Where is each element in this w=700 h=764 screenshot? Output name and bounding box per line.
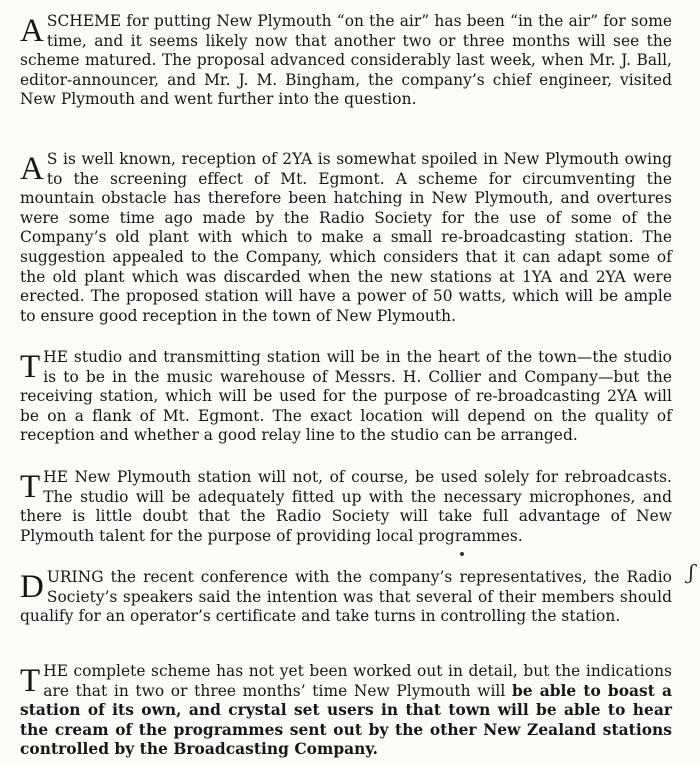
paragraph-conference xyxy=(20,568,672,627)
print-speck xyxy=(460,552,464,556)
drop-cap: A xyxy=(20,13,44,49)
paragraph-reception xyxy=(20,150,672,326)
paragraph-conclusion xyxy=(20,662,672,760)
paragraph-scheme-intro xyxy=(20,12,672,110)
paragraph-text: HE complete scheme has not yet been worked out in detail, but the indications are that in two or three months’ time New Plymouth will xyxy=(43,662,672,700)
drop-cap: A xyxy=(20,151,44,187)
paragraph-text: HE New Plymouth station will not, of course, be used solely for rebroadcasts. The studio will be adequately fitted up with the necessary microphones, and there is little doubt that the Radio Society will take full advantage of New Plymouth talent for the purpose of providing local programmes. xyxy=(20,468,672,545)
paragraph-text: SCHEME for putting New Plymouth “on the air” has been “in the air” for some time, and it seems likely now that another two or three months will see the scheme matured. The proposal advanced considerably last week, when Mr. J. Ball, editor-announcer, and Mr. J. M. Bingham, the company’s chief engineer, visited New Plymouth and went further into the question. xyxy=(20,12,672,109)
drop-cap: D xyxy=(20,569,44,605)
paragraph-text: HE studio and transmitting station will be in the heart of the town—the studio is to be in the music warehouse of Messrs. H. Collier and Company—but the receiving station, which will be used for the purpose of re-broadcasting 2YA will be on a flank of Mt. Egmont. The exact location will depend on the quality of reception and whether a good relay line to the studio can be arranged. xyxy=(20,348,672,445)
margin-mark: ʃ xyxy=(688,560,694,584)
paragraph-studio xyxy=(20,348,672,446)
paragraph-bold-text: be able to boast a station of its own, and crystal set users in that town will be able to hear the cream of the programmes sent out by the other New Zealand stations controlled by the Broadcasting Company. xyxy=(20,681,672,759)
drop-cap: T xyxy=(20,663,41,699)
paragraph-text: S is well known, reception of 2YA is somewhat spoiled in New Plymouth owing to the screening effect of Mt. Egmont. A scheme for circumventing the mountain obstacle has therefore been hatching in New Plymouth, and overtures were some time ago made by the Radio Society for the use of some of the Company’s old plant with which to make a small re-broadcasting station. The suggestion appealed to the Company, which considers that it can adapt some of the old plant which was discarded when the new stations at 1YA and 2YA were erected. The proposed station will have a power of 50 watts, which will be ample to ensure good reception in the town of New Plymouth. xyxy=(20,150,672,325)
drop-cap: T xyxy=(20,349,41,385)
paragraph-rebroadcasts xyxy=(20,468,672,546)
drop-cap: T xyxy=(20,469,41,505)
paragraph-text: URING the recent conference with the company’s representatives, the Radio Society’s speakers said the intention was that several of their members should qualify for an operator’s certificate and take turns in controlling the station. xyxy=(20,568,672,626)
